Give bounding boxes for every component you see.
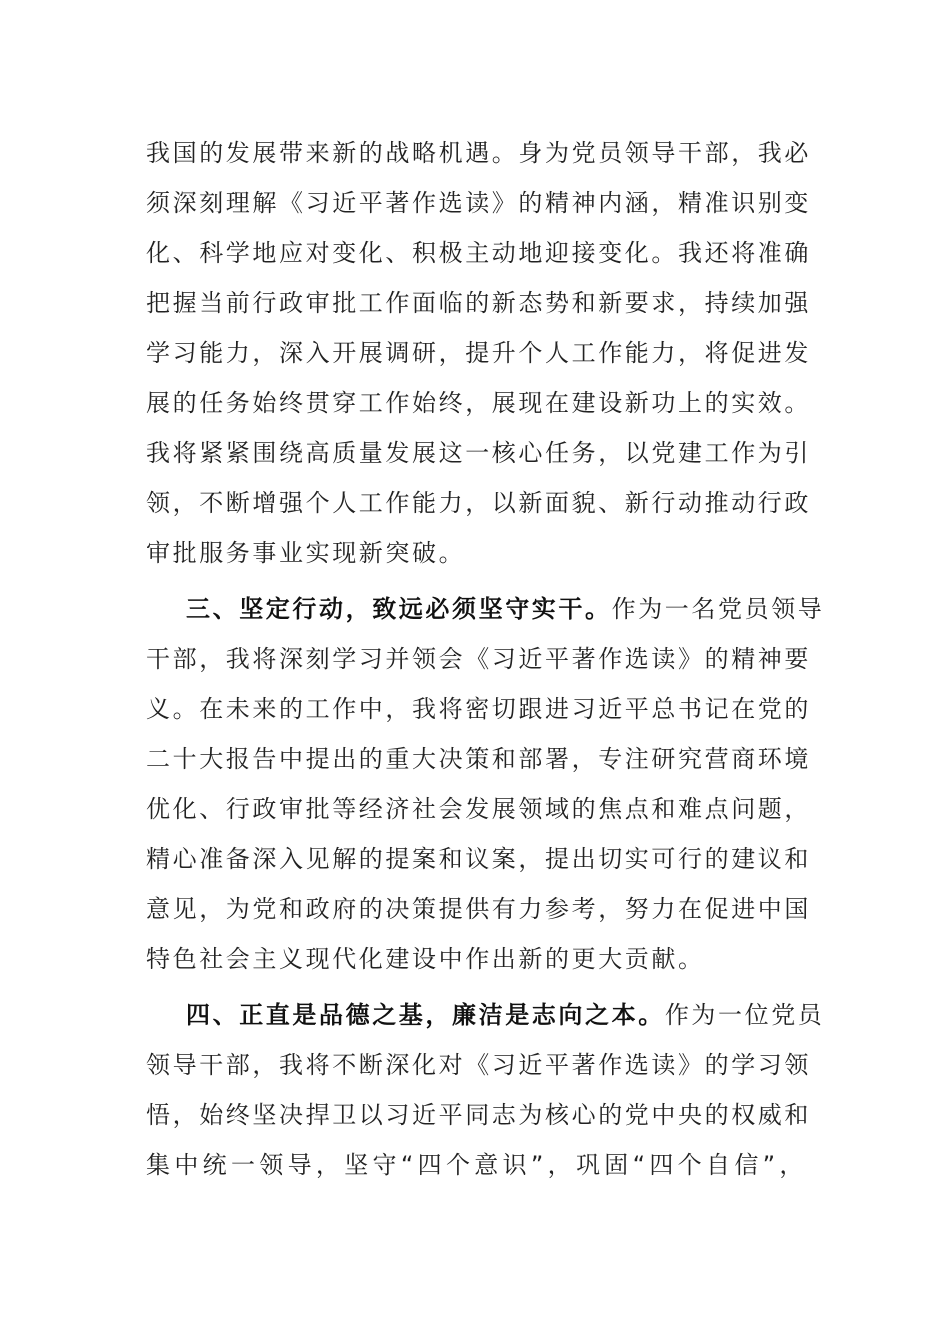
section-heading: 四、正直是品德之基，廉洁是志向之本。 (186, 1001, 665, 1029)
text-run: 作为一位党员 (664, 1001, 825, 1029)
text-line: 学习能力，深入开展调研，提升个人工作能力，将促进发 (146, 339, 811, 367)
text-line: 审批服务事业实现新突破。 (146, 539, 466, 567)
text-line: 优化、行政审批等经济社会发展领域的焦点和难点问题， (146, 795, 811, 823)
paragraph-continuation (146, 128, 811, 578)
text-line: 集中统一领导，坚守“四个意识”，巩固“四个自信”， (146, 1151, 806, 1179)
section-heading: 三、坚定行动，致远必须坚守实干。 (186, 595, 612, 623)
text-line: 干部，我将深刻学习并领会《习近平著作选读》的精神要 (146, 645, 811, 673)
text-line-first (146, 584, 825, 634)
text-line: 化、科学地应对变化、积极主动地迎接变化。我还将准确 (146, 239, 811, 267)
document-page (146, 128, 825, 1190)
text-line: 领导干部，我将不断深化对《习近平著作选读》的学习领 (146, 1051, 811, 1079)
paragraph-section-three (146, 584, 825, 984)
text-line: 意见，为党和政府的决策提供有力参考，努力在促进中国 (146, 895, 811, 923)
text-line: 精心准备深入见解的提案和议案，提出切实可行的建议和 (146, 845, 811, 873)
text-line: 二十大报告中提出的重大决策和部署，专注研究营商环境 (146, 745, 811, 773)
text-line: 我将紧紧围绕高质量发展这一核心任务，以党建工作为引 (146, 439, 811, 467)
text-line: 展的任务始终贯穿工作始终，展现在建设新功上的实效。 (146, 389, 811, 417)
text-line: 把握当前行政审批工作面临的新态势和新要求，持续加强 (146, 289, 811, 317)
text-line: 我国的发展带来新的战略机遇。身为党员领导干部，我必 (146, 139, 811, 167)
text-line-first (146, 990, 825, 1040)
text-run: 作为一名党员领导 (611, 595, 825, 623)
text-line: 特色社会主义现代化建设中作出新的更大贡献。 (146, 945, 705, 973)
text-line: 领，不断增强个人工作能力，以新面貌、新行动推动行政 (146, 489, 811, 517)
text-line: 义。在未来的工作中，我将密切跟进习近平总书记在党的 (146, 695, 811, 723)
paragraph-section-four (146, 990, 825, 1190)
text-line: 须深刻理解《习近平著作选读》的精神内涵，精准识别变 (146, 189, 811, 217)
text-line: 悟，始终坚决捍卫以习近平同志为核心的党中央的权威和 (146, 1101, 811, 1129)
